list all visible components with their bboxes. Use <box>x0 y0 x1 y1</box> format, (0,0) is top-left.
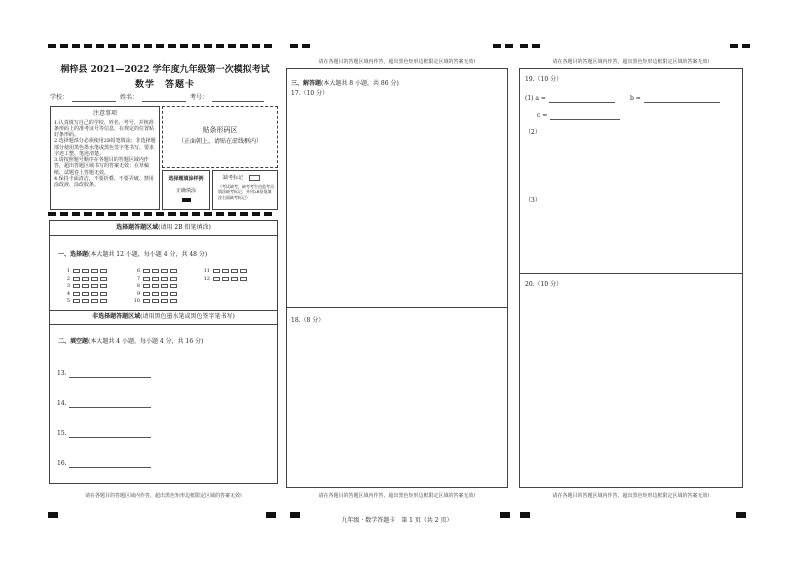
barcode-hint: （正面朝上，请贴在虚线框内） <box>177 138 262 145</box>
absent-label: 缺考标记 <box>223 175 244 181</box>
mc-question-row <box>130 283 179 289</box>
q19-c-line[interactable] <box>550 119 620 120</box>
page-footer: 九年级 · 数学答题卡 第 1 页（共 2 页） <box>341 517 453 524</box>
question-19-label: 19.（10 分） <box>525 76 563 83</box>
mc-option-bubble[interactable] <box>100 269 107 273</box>
question-18-label: 18.（8 分） <box>291 317 325 324</box>
question-20-label: 20.（10 分） <box>525 281 563 288</box>
mc-option-bubble[interactable] <box>170 269 177 273</box>
mc-option-bubble[interactable] <box>91 277 98 281</box>
mc-question-number: 2 <box>66 275 70 282</box>
mc-option-bubble[interactable] <box>213 269 220 273</box>
notice-item: 2.选择题部分必须使用2B铅笔填涂；非选择题部分使用黑色墨水笔或黑色签字笔书写，要求字迹工整、笔迹清楚。 <box>54 138 156 157</box>
mc-question-row <box>60 291 109 297</box>
q19-part1-c: c = <box>537 112 620 120</box>
mc-option-bubble[interactable] <box>143 292 150 296</box>
fill-blank-heading: 二、填空题(本大题共 4 小题，每小题 4 分，共 16 分) <box>58 338 204 345</box>
mc-question-row <box>130 268 179 274</box>
mc-question-number: 9 <box>136 290 140 297</box>
mc-option-bubble[interactable] <box>91 299 98 303</box>
right-answer-frame <box>519 68 743 488</box>
top-alignment-marks-mid-left <box>290 44 310 48</box>
mc-option-bubble[interactable] <box>161 292 168 296</box>
mc-option-bubble[interactable] <box>152 292 159 296</box>
mc-question-number: 7 <box>136 275 140 282</box>
blank-15-line[interactable] <box>69 437 151 438</box>
bottom-mid-corner-mark <box>290 512 300 518</box>
filled-sample-mark <box>182 198 191 202</box>
mc-question-number: 5 <box>66 298 70 304</box>
mc-option-bubble[interactable] <box>170 277 177 281</box>
mc-question-row <box>60 276 109 282</box>
mc-option-bubble[interactable] <box>82 269 89 273</box>
bottom-right-corner-mark <box>520 512 530 518</box>
mc-option-bubble[interactable] <box>222 269 229 273</box>
name-label: 姓名： <box>120 94 139 101</box>
mc-option-bubble[interactable] <box>170 284 177 288</box>
barcode-area <box>162 106 278 168</box>
mc-question-row <box>60 268 109 274</box>
blank-13-line[interactable] <box>69 377 151 378</box>
warning-middle-top: 请在各题目的答题区域内作答，超出黑色矩形边框限定区域的答案无效! <box>318 59 476 65</box>
mc-question-number: 1 <box>66 268 70 274</box>
mc-option-bubble[interactable] <box>143 277 150 281</box>
mc-question-row <box>130 291 179 297</box>
page-subtitle: 数学 答题卡 <box>134 80 195 90</box>
mc-option-bubble[interactable] <box>152 269 159 273</box>
mc-question-row <box>130 298 179 304</box>
middle-answer-frame <box>286 68 508 488</box>
mc-option-bubble[interactable] <box>161 269 168 273</box>
question-17-label: 17.（10 分） <box>291 90 329 97</box>
warning-middle-bottom: 请在各题目的答题区域内作答，超出黑色矩形边框限定区域的答案无效! <box>318 493 476 499</box>
mc-option-bubble[interactable] <box>100 299 107 303</box>
mc-option-bubble[interactable] <box>100 277 107 281</box>
mc-option-bubble[interactable] <box>213 277 220 281</box>
bottom-left-corner-mark <box>48 512 58 518</box>
mc-question-row <box>200 268 249 274</box>
mc-option-bubble[interactable] <box>82 292 89 296</box>
bottom-mid-corner-mark-2 <box>500 512 510 518</box>
choice-heading: 一、选择题(本大题共 12 小题，每小题 4 分，共 48 分) <box>58 251 208 258</box>
mc-option-bubble[interactable] <box>82 277 89 281</box>
blank-14[interactable]: 14. <box>57 400 151 408</box>
student-info-row <box>50 94 280 102</box>
mc-question-number: 8 <box>136 283 140 289</box>
mc-question-number: 12 <box>203 275 210 282</box>
school-label: 学校： <box>50 94 69 101</box>
notice-title: 注意事项 <box>92 110 117 117</box>
q19-part1-b: b = <box>630 95 720 103</box>
mc-option-bubble[interactable] <box>82 299 89 303</box>
school-field[interactable] <box>72 94 116 102</box>
notice-item: 3.请按照题号顺序在各题目的答题区域内作答，超出答题区域书写的答案无效；在草稿纸、试题卷上答题无效。 <box>54 157 150 176</box>
mc-option-bubble[interactable] <box>100 292 107 296</box>
mc-option-bubble[interactable] <box>231 269 238 273</box>
q19-part2: （2） <box>525 129 541 136</box>
notice-item: 1.认真填写自己的学校、姓名、考号，并核准条形码上的准考证号等信息，在规定的位置贴好条形码。 <box>54 119 155 138</box>
mc-option-bubble[interactable] <box>73 277 80 281</box>
blank-14-line[interactable] <box>69 407 151 408</box>
warning-left: 请在各题目的答题区域内作答，超出黑色矩形边框限定区域的答案无效! <box>84 493 242 499</box>
mc-option-bubble[interactable] <box>73 269 80 273</box>
bottom-right-corner-mark-2 <box>736 512 746 518</box>
nonchoice-section-title: 非选择题答题区域(请用黑色墨水笔或黑色签字笔书写) <box>92 313 235 320</box>
mc-option-bubble[interactable] <box>152 277 159 281</box>
top-alignment-marks-right-b <box>730 44 750 48</box>
absent-checkbox[interactable] <box>249 175 260 181</box>
top-alignment-marks-left <box>48 44 272 48</box>
nonchoice-title-top-divider <box>49 310 278 311</box>
mc-option-bubble[interactable] <box>231 277 238 281</box>
mc-question-row <box>60 298 109 304</box>
mc-option-bubble[interactable] <box>100 284 107 288</box>
absent-mark-box <box>212 170 278 210</box>
mc-question-row <box>200 276 249 282</box>
exam-no-field[interactable] <box>212 94 264 102</box>
mc-option-bubble[interactable] <box>143 284 150 288</box>
mc-option-bubble[interactable] <box>73 284 80 288</box>
mc-option-bubble[interactable] <box>170 299 177 303</box>
mc-option-bubble[interactable] <box>73 292 80 296</box>
mc-question-number: 11 <box>203 268 210 274</box>
mc-option-bubble[interactable] <box>152 299 159 303</box>
mc-option-bubble[interactable] <box>73 299 80 303</box>
top-alignment-marks-mid-right <box>493 44 513 48</box>
fill-sample-box <box>162 170 210 210</box>
bottom-left-corner-mark-2 <box>266 512 276 518</box>
mc-option-bubble[interactable] <box>91 292 98 296</box>
mc-question-number: 6 <box>136 268 140 274</box>
mc-question-number: 3 <box>66 283 70 289</box>
mc-option-bubble[interactable] <box>170 292 177 296</box>
fill-sample-label: 选择题填涂样例 <box>168 176 204 182</box>
mc-option-bubble[interactable] <box>161 277 168 281</box>
mc-option-bubble[interactable] <box>222 277 229 281</box>
left-answer-frame <box>49 220 278 484</box>
name-field[interactable] <box>142 94 186 102</box>
mc-option-bubble[interactable] <box>143 299 150 303</box>
mc-option-bubble[interactable] <box>161 299 168 303</box>
q19-part3: （3） <box>525 197 541 204</box>
barcode-label: 贴条形码区 <box>202 126 238 134</box>
mc-question-number: 4 <box>66 290 70 297</box>
mc-question-row <box>130 276 179 282</box>
nonchoice-title-bottom-divider <box>49 324 278 325</box>
mc-option-bubble[interactable] <box>143 269 150 273</box>
mc-option-bubble[interactable] <box>152 284 159 288</box>
warning-right-top: 请在各题目的答题区域内作答，超出黑色矩形边框限定区域的答案无效! <box>552 59 710 65</box>
absent-note: （考试缺考，缺考考生由监考员填涂缺考标记，并用2B铅笔填涂右面缺考标记） <box>218 184 274 200</box>
top-alignment-marks-right-a <box>520 44 540 48</box>
choice-section-title: 选择题答题区域(请用 2B 铅笔填涂) <box>116 224 211 231</box>
blank-15[interactable]: 15. <box>57 430 151 438</box>
q17-q18-divider <box>286 307 508 308</box>
mc-question-row <box>60 283 109 289</box>
mc-option-bubble[interactable] <box>240 269 247 273</box>
q19-a-line[interactable] <box>549 102 615 103</box>
mc-option-bubble[interactable] <box>161 284 168 288</box>
warning-right-bottom: 请在各题目的答题区域内作答，超出黑色矩形边框限定区域的答案无效! <box>552 493 710 499</box>
mid-alignment-marks <box>48 212 272 216</box>
mc-option-bubble[interactable] <box>240 277 247 281</box>
page-title: 桐梓县 2021—2022 学年度九年级第一次模拟考试 <box>60 65 270 75</box>
mc-question-number: 10 <box>133 298 140 304</box>
exam-no-label: 考号： <box>190 94 209 101</box>
q19-part1-a: (1) a = <box>525 95 615 103</box>
notice-item: 4.保持卡面清洁，不要折叠、不要弄破、禁用涂改液、涂改胶条。 <box>54 175 154 188</box>
choice-title-divider <box>49 235 278 236</box>
notice-box <box>50 106 160 210</box>
q19-q20-divider <box>519 273 743 274</box>
mc-option-bubble[interactable] <box>91 269 98 273</box>
correct-fill-label: 正确填涂 <box>175 188 196 195</box>
mc-option-bubble[interactable] <box>82 284 89 288</box>
blank-13[interactable]: 13. <box>57 370 151 378</box>
blank-16[interactable]: 16. <box>57 460 151 468</box>
blank-16-line[interactable] <box>69 467 151 468</box>
solution-heading: 三、解答题(本大题共 8 小题，共 86 分) <box>291 80 399 87</box>
mc-option-bubble[interactable] <box>91 284 98 288</box>
q19-b-line[interactable] <box>644 102 720 103</box>
